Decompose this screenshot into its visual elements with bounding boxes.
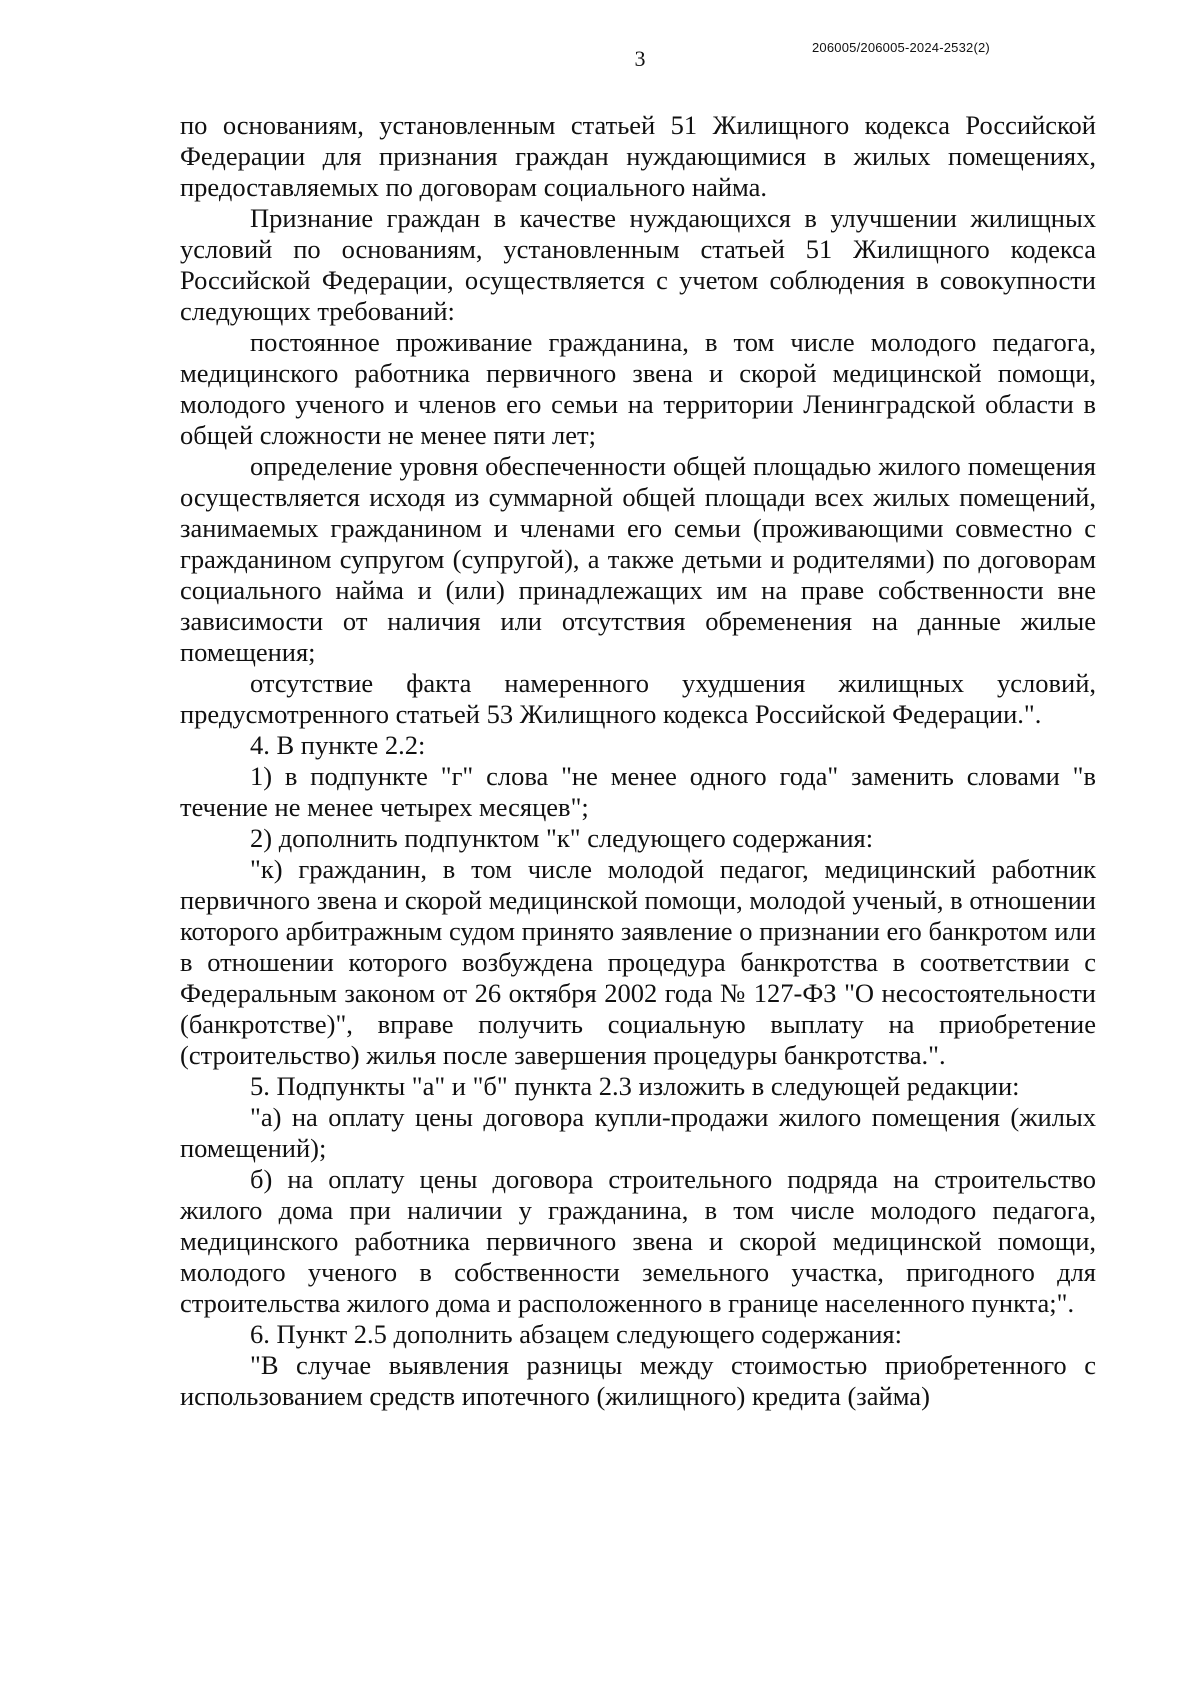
paragraph: постоянное проживание гражданина, в том числе молодого педагога, медицинского работника первичного звена и скорой медицинской помощи, молодого ученого и членов его семьи на территории Ленинградской области в общей сложности не менее пяти лет; (180, 327, 1096, 450)
paragraph: 4. В пункте 2.2: (250, 730, 426, 760)
document-id: 206005/206005-2024-2532(2) (812, 40, 990, 55)
paragraph: по основаниям, установленным статьей 51 Жилищного кодекса Российской Федерации для признания граждан нуждающимися в жилых помещениях, предоставляемых по договорам социального найма. (180, 110, 1096, 202)
paragraph: 2) дополнить подпунктом "к" следующего содержания: (250, 823, 874, 853)
paragraph: "а) на оплату цены договора купли-продажи жилого помещения (жилых помещений); (180, 1102, 1096, 1163)
paragraph: Признание граждан в качестве нуждающихся в улучшении жилищных условий по основаниям, установленным статьей 51 Жилищного кодекса Российской Федерации, осуществляется с учетом соблюдения в совокупности следующих требований: (180, 203, 1096, 326)
page-number: 3 (634, 46, 646, 71)
paragraph: 1) в подпункте "г" слова "не менее одного года" заменить словами "в течение не менее четырех месяцев"; (180, 761, 1096, 822)
paragraph: "В случае выявления разницы между стоимостью приобретенного с использованием средств ипотечного (жилищного) кредита (займа) (180, 1350, 1096, 1411)
paragraph: б) на оплату цены договора строительного подряда на строительство жилого дома при наличии у гражданина, в том числе молодого педагога, медицинского работника первичного звена и скорой медицинской помощи, молодого ученого в собственности земельного участка, пригодного для строительства жилого дома и расположенного в границе населенного пункта;". (180, 1164, 1096, 1318)
document-body (180, 110, 1096, 1412)
paragraph: "к) гражданин, в том числе молодой педагог, медицинский работник первичного звена и скорой медицинской помощи, молодой ученый, в отношении которого арбитражным судом принято заявление о признании его банкротом или в отношении которого возбуждена процедура банкротства в соответствии с Федеральным законом от 26 октября 2002 года № 127-ФЗ "О несостоятельности (банкротстве)", вправе получить социальную выплату на приобретение (строительство) жилья после завершения процедуры банкротства.". (180, 854, 1096, 1070)
paragraph: 5. Подпункты "а" и "б" пункта 2.3 изложить в следующей редакции: (250, 1071, 1020, 1101)
paragraph: 6. Пункт 2.5 дополнить абзацем следующего содержания: (250, 1319, 902, 1349)
paragraph: отсутствие факта намеренного ухудшения жилищных условий, предусмотренного статьей 53 Жилищного кодекса Российской Федерации.". (180, 668, 1096, 729)
paragraph: определение уровня обеспеченности общей площадью жилого помещения осуществляется исходя из суммарной общей площади всех жилых помещений, занимаемых гражданином и членами его семьи (проживающими совместно с гражданином супругом (супругой), а также детьми и родителями) по договорам социального найма и (или) принадлежащих им на праве собственности вне зависимости от наличия или отсутствия обременения на данные жилые помещения; (180, 451, 1096, 667)
